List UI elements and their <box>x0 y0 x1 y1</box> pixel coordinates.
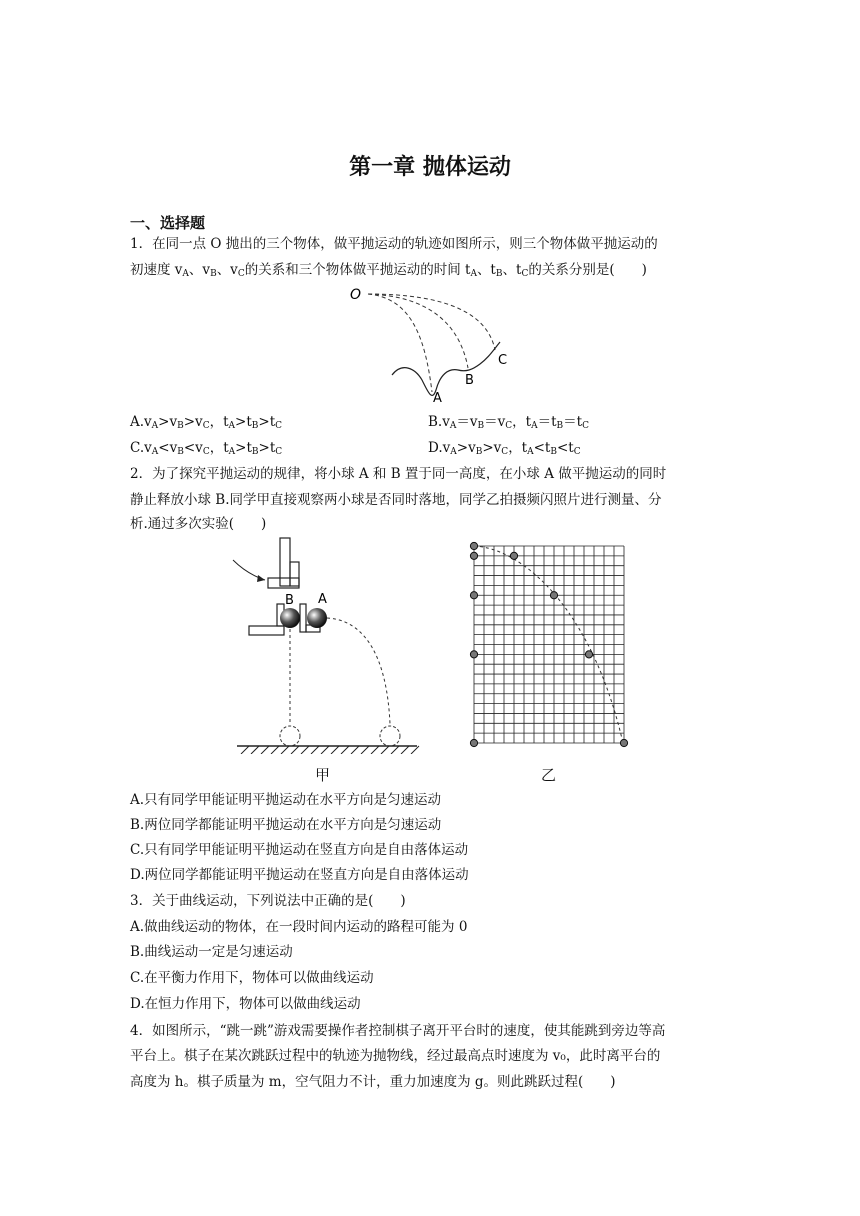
q2-option-a: A.只有同学甲能证明平抛运动在水平方向是匀速运动 <box>130 792 442 808</box>
strobe-ball <box>550 592 557 599</box>
q2-option-b: B.两位同学都能证明平抛运动在水平方向是匀速运动 <box>130 817 442 833</box>
q1-option-c: $C.v_A<v_B<v_C$，$t_A>t_B>t_C$ <box>130 440 283 457</box>
q2-strobe-grid-figure <box>462 538 632 752</box>
q4-stem-line1: 4．如图所示，“跳一跳”游戏需要操作者控制棋子离开平台时的速度，使其能跳到旁边等高 <box>130 1023 666 1039</box>
q4-stem-line2: 平台上。棋子在某次跳跃过程中的轨迹为抛物线，经过最高点时速度为 v₀，此时离平台的 <box>130 1048 661 1064</box>
strobe-ball <box>510 552 517 559</box>
q1-option-b: $B.v_A=v_B=v_C$，$t_A=t_B=t_C$ <box>428 414 589 431</box>
q3-option-d: D.在恒力作用下，物体可以做曲线运动 <box>130 996 361 1012</box>
section-heading: 一、选择题 <box>130 214 206 232</box>
q1-option-d: $D.v_A>v_B>v_C$，$t_A<t_B<t_C$ <box>428 440 581 457</box>
q1-stem-line2: 初速度 $v_A$、$v_B$、$v_C$的关系和三个物体做平抛运动的时间 $t_A$、$t_B$、$t_C$的关系分别是( ) <box>130 262 647 279</box>
figure-jia-label: 甲 <box>315 766 331 784</box>
q2-stem-line2: 静止释放小球 B.同学甲直接观察两小球是否同时落地，同学乙拍摄频闪照片进行测量、分 <box>130 492 662 508</box>
q3-option-c: C.在平衡力作用下，物体可以做曲线运动 <box>130 970 374 986</box>
q2-stem-line1: 2．为了探究平抛运动的规律，将小球 A 和 B 置于同一高度，在小球 A 做平抛运动的同时 <box>130 466 667 482</box>
strobe-ball <box>470 739 477 746</box>
ground-curve <box>392 342 500 395</box>
figure-yi-label: 乙 <box>541 766 557 784</box>
strobe-ball <box>470 651 477 658</box>
point-c-label: C <box>498 353 508 368</box>
q1-trajectory-figure <box>340 280 530 405</box>
ball-a <box>307 608 327 628</box>
q2-apparatus-figure <box>225 532 425 754</box>
trajectory-a <box>368 294 432 392</box>
trajectory-b <box>368 294 468 368</box>
q3-option-a: A.做曲线运动的物体，在一段时间内运动的路程可能为 0 <box>130 919 468 935</box>
strobe-ball <box>470 552 477 559</box>
q3-stem: 3．关于曲线运动，下列说法中正确的是( ) <box>130 893 406 909</box>
q4-stem-line3: 高度为 h。棋子质量为 m，空气阻力不计，重力加速度为 g。则此跳跃过程( ) <box>130 1074 616 1090</box>
ball-b <box>280 608 300 628</box>
q2-option-c: C.只有同学甲能证明平抛运动在竖直方向是自由落体运动 <box>130 842 469 858</box>
q1-stem-line1: 1．在同一点 O 抛出的三个物体，做平抛运动的轨迹如图所示，则三个物体做平抛运动的 <box>130 236 658 252</box>
point-o-label: O <box>350 287 362 303</box>
q2-option-d: D.两位同学都能证明平抛运动在竖直方向是自由落体运动 <box>130 867 469 883</box>
trajectory-c <box>368 294 495 350</box>
ball-a-label: A <box>318 592 327 607</box>
strobe-ball <box>585 651 592 658</box>
q1-option-a: $A.v_A>v_B>v_C$，$t_A>t_B>t_C$ <box>130 414 283 431</box>
q2-stem-line3: 析.通过多次实验( ) <box>130 516 267 532</box>
strobe-ball <box>620 739 627 746</box>
strobe-ball <box>470 542 477 549</box>
q3-option-b: B.曲线运动一定是匀速运动 <box>130 944 293 960</box>
chapter-title: 第一章 抛体运动 <box>349 155 511 180</box>
strobe-ball <box>470 592 477 599</box>
point-a-label: A <box>433 391 442 405</box>
ball-b-label: B <box>285 593 294 608</box>
point-b-label: B <box>465 373 474 388</box>
